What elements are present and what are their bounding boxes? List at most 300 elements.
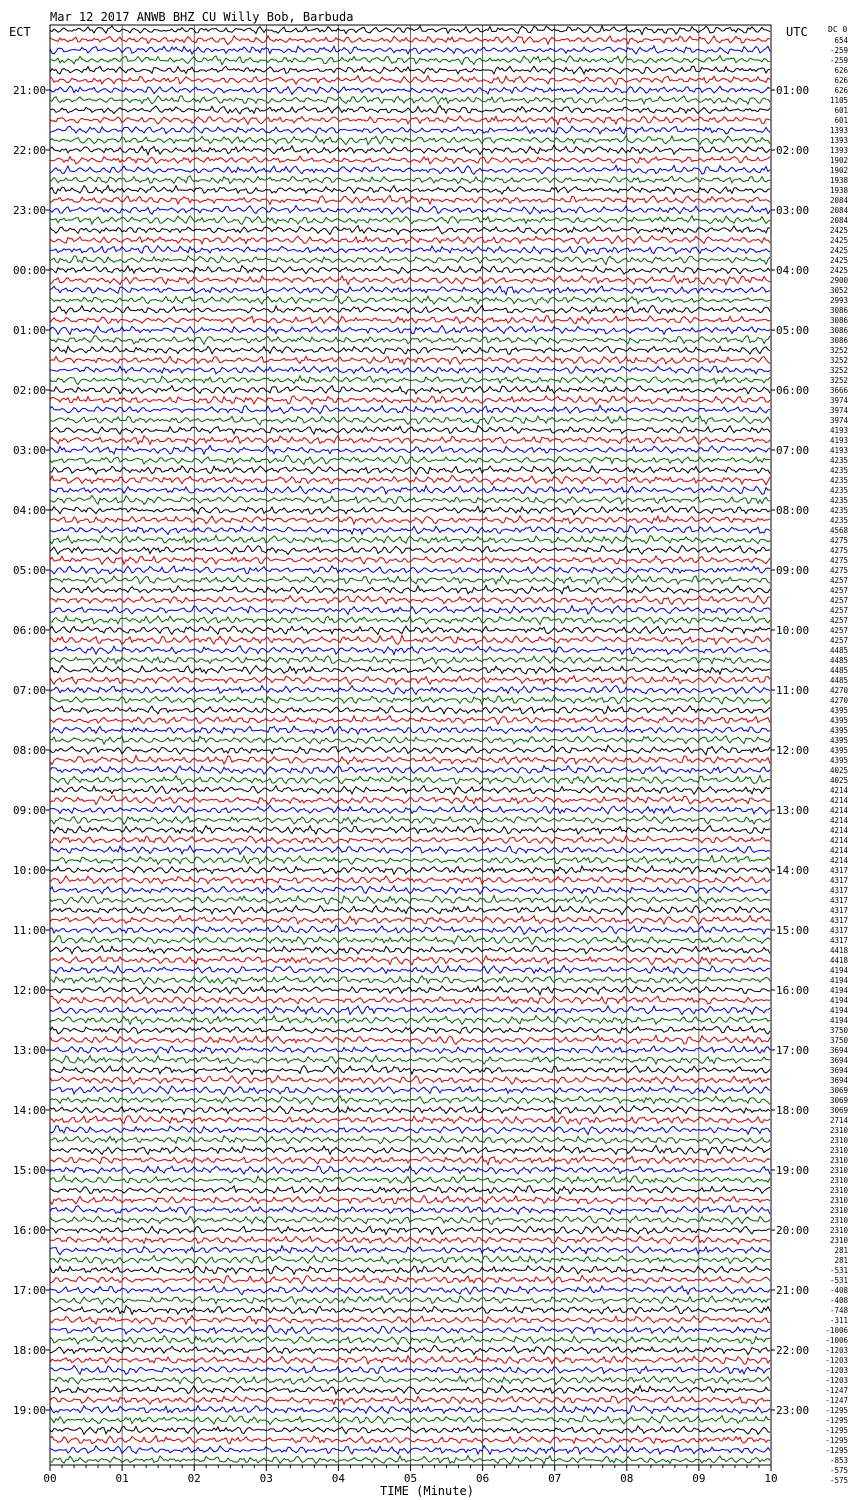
x-tick-label: 00	[43, 1472, 57, 1485]
dc-offset-label: 4257	[829, 596, 848, 605]
dc-offset-label: 601	[834, 106, 848, 115]
x-tick-label: 03	[259, 1472, 273, 1485]
seismic-trace	[50, 1396, 770, 1404]
dc-offset-label: 3750	[829, 1036, 848, 1045]
seismic-trace	[50, 206, 770, 215]
dc-offset-label: 4317	[829, 896, 848, 905]
x-axis-title: TIME (Minute)	[380, 1484, 474, 1498]
seismic-trace	[50, 946, 770, 954]
dc-offset-label: 4214	[829, 856, 848, 865]
x-tick-label: 04	[331, 1472, 346, 1485]
seismic-trace	[50, 1166, 770, 1174]
dc-offset-label: 3252	[829, 366, 848, 375]
dc-offset-label: 2425	[829, 236, 848, 245]
dc-offset-label: 4257	[829, 606, 848, 615]
seismic-trace	[50, 1236, 770, 1244]
seismic-trace	[50, 545, 770, 554]
x-tick-label: 06	[475, 1472, 490, 1485]
dc-offset-label: 3086	[829, 316, 848, 325]
dc-offset-label: 3694	[829, 1066, 848, 1075]
dc-offset-label: 3069	[829, 1106, 848, 1115]
dc-offset-label: 3694	[829, 1076, 848, 1085]
seismic-trace	[50, 566, 770, 574]
dc-offset-label: 3086	[829, 326, 848, 335]
dc-offset-label: 2310	[829, 1146, 848, 1155]
dc-offset-label: 4275	[829, 566, 848, 575]
seismic-trace	[50, 805, 770, 814]
dc-offset-label: 4214	[829, 846, 848, 855]
dc-offset-label: 4194	[829, 976, 848, 985]
dc-offset-label: 4395	[829, 706, 848, 715]
x-tick-label: 10	[764, 1472, 778, 1485]
seismic-trace	[50, 1086, 770, 1095]
dc-offset-label: -1295	[825, 1416, 848, 1425]
left-hour-label: 18:00	[13, 1344, 47, 1357]
seismic-trace	[50, 1046, 770, 1053]
seismic-trace	[50, 66, 770, 74]
dc-offset-label: -1006	[825, 1336, 848, 1345]
right-hour-label: 08:00	[776, 504, 810, 517]
dc-offset-label: 1105	[829, 96, 848, 105]
dc-offset-label: 4194	[829, 966, 848, 975]
dc-offset-label: 2993	[829, 296, 848, 305]
right-hour-label: 19:00	[776, 1164, 810, 1177]
seismic-trace	[50, 916, 770, 925]
seismic-trace	[50, 825, 770, 834]
dc-offset-label: -531	[829, 1276, 848, 1285]
left-hour-label: 08:00	[13, 744, 47, 757]
right-hour-label: 06:00	[776, 384, 810, 397]
seismic-trace	[50, 596, 770, 605]
dc-offset-label: 3252	[829, 356, 848, 365]
x-tick-label: 07	[548, 1472, 562, 1485]
dc-offset-label: 4235	[829, 506, 848, 515]
dc-offset-label: 4193	[829, 446, 848, 455]
dc-offset-label: 4194	[829, 996, 848, 1005]
dc-offset-label: 3694	[829, 1046, 848, 1055]
seismic-trace	[50, 656, 770, 664]
dc-offset-label: 1393	[829, 146, 848, 155]
left-hour-label: 14:00	[13, 1104, 47, 1117]
seismic-trace	[50, 1076, 770, 1085]
dc-offset-label: 4317	[829, 876, 848, 885]
dc-offset-label: -853	[829, 1456, 848, 1465]
right-hour-labels	[771, 84, 809, 1417]
left-hour-label: 12:00	[13, 984, 47, 997]
dc-offset-label: 1938	[829, 186, 848, 195]
seismic-trace	[50, 1315, 770, 1324]
left-hour-label: 03:00	[13, 444, 47, 457]
left-hour-label: 19:00	[13, 1404, 47, 1417]
seismic-trace	[50, 156, 770, 164]
seismic-trace	[50, 906, 770, 915]
seismic-trace	[50, 256, 770, 265]
dc-offset-label: -408	[829, 1286, 848, 1295]
seismic-trace	[50, 1206, 770, 1215]
dc-offset-label: 4194	[829, 1006, 848, 1015]
seismic-trace	[50, 475, 770, 484]
seismic-trace	[50, 116, 770, 125]
dc-offset-label: 4418	[829, 956, 848, 965]
right-timezone-label: UTC	[786, 25, 808, 39]
right-hour-label: 22:00	[776, 1344, 810, 1357]
seismic-trace	[50, 716, 770, 725]
seismic-trace	[50, 1426, 770, 1434]
dc-offset-label: 3252	[829, 376, 848, 385]
seismic-trace	[50, 766, 770, 774]
x-tick-label: 05	[403, 1472, 418, 1485]
dc-offset-label: 4317	[829, 866, 848, 875]
seismic-trace	[50, 965, 770, 973]
dc-offset-label: -531	[829, 1266, 848, 1275]
dc-offset-label: 3974	[829, 396, 848, 405]
seismic-trace	[50, 745, 770, 755]
seismic-trace	[50, 1386, 770, 1394]
seismic-trace	[50, 1356, 770, 1364]
dc-offset-label: 654	[834, 36, 848, 45]
dc-offset-label: 4235	[829, 486, 848, 495]
dc-offset-label: -408	[829, 1296, 848, 1305]
dc-offset-label: -311	[829, 1316, 848, 1325]
seismic-trace	[50, 976, 770, 984]
seismic-trace	[50, 275, 770, 284]
left-hour-label: 05:00	[13, 564, 47, 577]
dc-offset-label: 2900	[829, 276, 848, 285]
seismic-trace	[50, 216, 770, 225]
dc-offset-label: 3750	[829, 1026, 848, 1035]
right-hour-label: 21:00	[776, 1284, 810, 1297]
seismic-trace	[50, 1026, 770, 1034]
seismic-trace	[50, 426, 770, 434]
dc-offset-label: 4214	[829, 826, 848, 835]
seismic-trace	[50, 1145, 770, 1154]
dc-offset-label: 4235	[829, 516, 848, 525]
dc-offset-label: 2425	[829, 256, 848, 265]
seismic-trace	[50, 666, 770, 675]
dc-offset-label: 2310	[829, 1126, 848, 1135]
left-hour-label: 10:00	[13, 864, 47, 877]
dc-offset-label: 4317	[829, 906, 848, 915]
seismic-trace	[50, 1156, 770, 1165]
dc-offset-label: 2425	[829, 226, 848, 235]
dc-offset-label: 3086	[829, 336, 848, 345]
dc-offset-label: -1247	[825, 1396, 848, 1405]
seismic-trace	[50, 445, 770, 454]
seismic-trace	[50, 1035, 770, 1044]
seismic-trace	[50, 186, 770, 195]
dc-offset-label: 4235	[829, 466, 848, 475]
dc-offset-label: 2310	[829, 1196, 848, 1205]
seismic-trace	[50, 996, 770, 1004]
dc-offset-label: 2310	[829, 1166, 848, 1175]
dc-offset-label: 2310	[829, 1136, 848, 1145]
seismic-trace	[50, 226, 770, 235]
seismic-trace	[50, 1366, 770, 1375]
dc-offset-label: 4485	[829, 656, 848, 665]
seismic-trace	[50, 936, 770, 945]
dc-offset-label: 281	[834, 1246, 848, 1255]
left-hour-label: 06:00	[13, 624, 47, 637]
seismic-trace	[50, 46, 770, 54]
dc-offset-label: 2310	[829, 1236, 848, 1245]
dc-offset-label: 3666	[829, 386, 848, 395]
dc-offset-label: 4568	[829, 526, 848, 535]
seismic-trace	[50, 535, 770, 544]
right-hour-label: 02:00	[776, 144, 810, 157]
seismic-trace	[50, 526, 770, 535]
seismic-trace	[50, 1246, 770, 1255]
left-hour-label: 17:00	[13, 1284, 47, 1297]
dc-offset-label: 2310	[829, 1206, 848, 1215]
dc-offset-label: 4275	[829, 536, 848, 545]
dc-offset-label: 626	[834, 86, 848, 95]
dc-offset-label: 4214	[829, 806, 848, 815]
left-hour-labels	[13, 84, 50, 1417]
dc-offset-label: -1295	[825, 1436, 848, 1445]
seismic-trace	[50, 886, 770, 894]
dc-offset-label: 2310	[829, 1216, 848, 1225]
dc-offset-label: 1393	[829, 126, 848, 135]
left-hour-label: 02:00	[13, 384, 47, 397]
dc-offset-label: 1938	[829, 176, 848, 185]
right-hour-label: 17:00	[776, 1044, 810, 1057]
dc-offset-label: 4317	[829, 916, 848, 925]
dc-offset-label: 4235	[829, 456, 848, 465]
right-hour-label: 12:00	[776, 744, 810, 757]
right-hour-label: 03:00	[776, 204, 810, 217]
dc-offset-label: 4418	[829, 946, 848, 955]
seismic-trace	[50, 1415, 770, 1424]
seismic-trace	[50, 1445, 770, 1454]
dc-offset-label: 2310	[829, 1186, 848, 1195]
seismic-trace	[50, 486, 770, 495]
dc-offset-label: 4214	[829, 816, 848, 825]
dc-offset-label: -1203	[825, 1366, 848, 1375]
dc-offset-label: 4257	[829, 616, 848, 625]
dc-offset-label: -575	[829, 1476, 848, 1485]
seismic-trace	[50, 86, 770, 94]
dc-offset-label: 4235	[829, 496, 848, 505]
dc-offset-label: 4485	[829, 666, 848, 675]
seismic-trace	[50, 316, 770, 324]
seismic-trace	[50, 386, 770, 394]
seismic-trace	[50, 266, 770, 275]
dc-offset-label: -1203	[825, 1356, 848, 1365]
dc-offset-label: 4395	[829, 746, 848, 755]
dc-offset-label: -748	[829, 1306, 848, 1315]
dc-offset-label: -1006	[825, 1326, 848, 1335]
seismic-trace	[50, 306, 770, 314]
seismic-trace	[50, 635, 770, 644]
dc-offset-label: 3069	[829, 1086, 848, 1095]
seismic-trace	[50, 506, 770, 514]
seismic-trace	[50, 1176, 770, 1184]
seismic-trace	[50, 575, 770, 584]
seismic-trace	[50, 616, 770, 625]
seismic-trace	[50, 246, 770, 254]
seismic-trace	[50, 236, 770, 244]
dc-offset-label: 3974	[829, 416, 848, 425]
dc-offset-label: 1393	[829, 136, 848, 145]
dc-offset-label: 4214	[829, 796, 848, 805]
dc-offset-label: 2310	[829, 1226, 848, 1235]
seismic-trace	[50, 585, 770, 594]
right-hour-label: 20:00	[776, 1224, 810, 1237]
dc-offset-label: 4485	[829, 676, 848, 685]
dc-offset-label: -1247	[825, 1386, 848, 1395]
seismic-trace	[50, 706, 770, 714]
right-hour-label: 07:00	[776, 444, 810, 457]
seismic-trace	[50, 866, 770, 875]
x-tick-label: 08	[620, 1472, 634, 1485]
right-hour-label: 04:00	[776, 264, 810, 277]
dc-offset-label: 2425	[829, 246, 848, 255]
dc-offset-label: -1295	[825, 1406, 848, 1415]
seismic-trace	[50, 366, 770, 374]
seismic-trace	[50, 846, 770, 855]
dc-offset-label: 4270	[829, 686, 848, 695]
dc-offset-label: 2714	[829, 1116, 848, 1125]
seismic-trace	[50, 1345, 770, 1354]
dc-offset-labels	[825, 36, 848, 1485]
seismic-trace	[50, 496, 770, 505]
seismic-trace	[50, 296, 770, 304]
seismic-trace	[50, 1116, 770, 1124]
seismic-trace	[50, 136, 770, 145]
seismic-trace	[50, 1325, 770, 1334]
seismic-trace	[50, 36, 770, 45]
seismic-trace	[50, 516, 770, 524]
dc-offset-label: 2084	[829, 206, 848, 215]
seismic-trace	[50, 336, 770, 345]
seismic-trace	[50, 376, 770, 385]
left-hour-label: 04:00	[13, 504, 47, 517]
seismic-trace	[50, 76, 770, 85]
seismic-trace	[50, 895, 770, 904]
left-hour-label: 01:00	[13, 324, 47, 337]
dc-offset-label: 4214	[829, 836, 848, 845]
seismic-trace	[50, 646, 770, 655]
seismic-trace	[50, 956, 770, 965]
x-tick-label: 09	[692, 1472, 706, 1485]
seismic-trace	[50, 1336, 770, 1345]
dc-offset-label: 4317	[829, 936, 848, 945]
dc-offset-label: 4025	[829, 776, 848, 785]
x-tick-label: 02	[187, 1472, 201, 1485]
seismic-trace	[50, 165, 770, 174]
right-hour-label: 01:00	[776, 84, 810, 97]
dc-offset-label: 4257	[829, 636, 848, 645]
dc-offset-label: 4257	[829, 586, 848, 595]
left-hour-label: 22:00	[13, 144, 47, 157]
seismic-trace	[50, 1126, 770, 1135]
seismic-trace	[50, 736, 770, 744]
seismic-trace	[50, 676, 770, 685]
seismic-trace	[50, 1376, 770, 1385]
dc-offset-label: -575	[829, 1466, 848, 1475]
seismic-trace	[50, 1275, 770, 1284]
right-hour-label: 15:00	[776, 924, 810, 937]
x-tick-label: 01	[115, 1472, 129, 1485]
dc-offset-label: 4194	[829, 986, 848, 995]
seismic-trace	[50, 1256, 770, 1265]
seismic-trace	[50, 176, 770, 184]
right-hour-label: 18:00	[776, 1104, 810, 1117]
left-hour-label: 13:00	[13, 1044, 47, 1057]
dc-offset-label: 4235	[829, 476, 848, 485]
dc-offset-label: -1203	[825, 1346, 848, 1355]
dc-offset-label: 4193	[829, 426, 848, 435]
dc-offset-label: 4275	[829, 546, 848, 555]
seismic-trace	[50, 1226, 770, 1234]
left-hour-label: 00:00	[13, 264, 47, 277]
dc-offset-label: 3086	[829, 306, 848, 315]
seismic-trace	[50, 626, 770, 634]
left-hour-label: 07:00	[13, 684, 47, 697]
right-hour-label: 10:00	[776, 624, 810, 637]
dc-offset-label: 2310	[829, 1156, 848, 1165]
chart-title: Mar 12 2017 ANWB BHZ CU Willy Bob, Barbuda	[50, 10, 354, 24]
dc-offset-label: 4485	[829, 646, 848, 655]
seismic-trace	[50, 1056, 770, 1065]
seismic-trace	[50, 1015, 770, 1024]
dc-offset-label: 4257	[829, 576, 848, 585]
right-hour-label: 11:00	[776, 684, 810, 697]
seismic-trace	[50, 396, 770, 404]
seismic-trace	[50, 1106, 770, 1114]
dc-offset-label: -1295	[825, 1426, 848, 1435]
seismic-trace	[50, 1006, 770, 1015]
dc-offset-label: 4257	[829, 626, 848, 635]
dc-offset-label: -259	[829, 46, 848, 55]
x-axis	[43, 1465, 777, 1485]
seismic-trace	[50, 456, 770, 465]
right-hour-label: 09:00	[776, 564, 810, 577]
right-hour-label: 05:00	[776, 324, 810, 337]
seismic-trace	[50, 56, 770, 65]
seismic-trace	[50, 686, 770, 695]
right-hour-label: 13:00	[776, 804, 810, 817]
seismic-trace	[50, 286, 770, 294]
dc-offset-label: -1203	[825, 1376, 848, 1385]
dc-offset-label: 4395	[829, 756, 848, 765]
seismic-trace	[50, 96, 770, 104]
seismic-trace	[50, 126, 770, 134]
dc-offset-label: -1295	[825, 1446, 848, 1455]
dc-offset-label: 4194	[829, 1016, 848, 1025]
dc-offset-label: 3694	[829, 1056, 848, 1065]
seismic-trace	[50, 836, 770, 844]
dc-offset-label: 3069	[829, 1096, 848, 1105]
seismic-trace	[50, 346, 770, 354]
dc-offset-label: 4193	[829, 436, 848, 445]
seismic-trace	[50, 1436, 770, 1444]
dc-offset-label: 2310	[829, 1176, 848, 1185]
dc-offset-label: 2425	[829, 266, 848, 275]
left-hour-label: 09:00	[13, 804, 47, 817]
seismic-trace	[50, 1266, 770, 1275]
seismic-trace	[50, 1286, 770, 1295]
dc-offset-label: -259	[829, 56, 848, 65]
dc-offset-label: 4395	[829, 736, 848, 745]
seismic-trace	[50, 786, 770, 795]
dc-offset-label: 4317	[829, 886, 848, 895]
right-hour-label: 14:00	[776, 864, 810, 877]
seismic-trace	[50, 26, 770, 35]
seismic-trace	[50, 416, 770, 425]
seismic-trace	[50, 106, 770, 114]
dc-offset-label: 2084	[829, 216, 848, 225]
